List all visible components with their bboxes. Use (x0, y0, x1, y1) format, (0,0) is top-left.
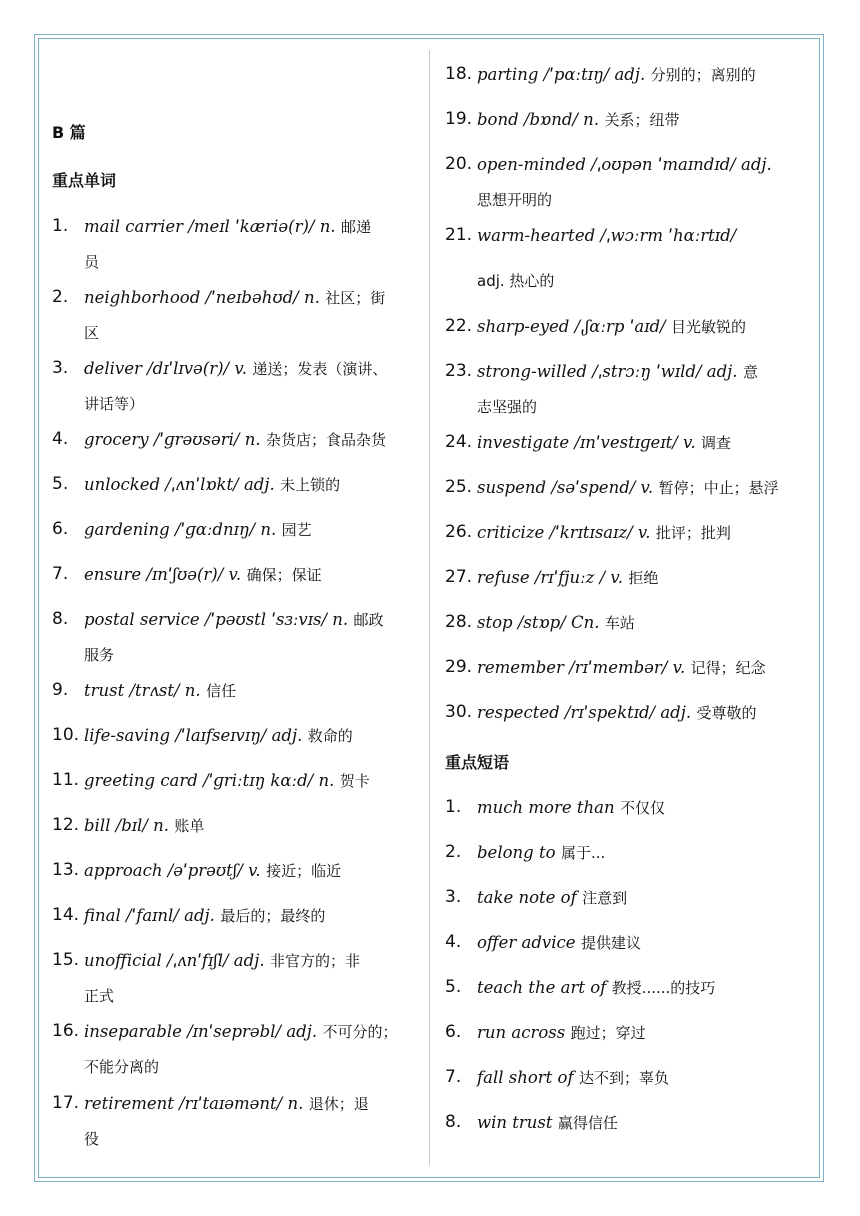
word-english: sharp-eyed /ˌʃɑːrp ˈaɪd/ (477, 317, 666, 336)
entry-number: 30. (445, 702, 473, 722)
word-chinese: 非官方的；非 (269, 952, 360, 970)
word-entry (445, 102, 679, 138)
word-entry (445, 695, 757, 731)
word-chinese: 邮政 (353, 611, 384, 629)
word-continuation: 正式 (84, 987, 115, 1005)
word-entry (52, 557, 322, 593)
word-english: unlocked /ˌʌnˈlɒkt/ adj. (84, 475, 275, 494)
word-entry (445, 218, 736, 299)
word-chinese: 园艺 (281, 521, 312, 539)
word-chinese: 拒绝 (628, 569, 659, 587)
word-entry (445, 147, 772, 218)
word-entry (52, 898, 325, 934)
word-english: inseparable /ɪnˈseprəbl/ adj. (84, 1022, 318, 1041)
phrase-chinese: 提供建议 (580, 934, 641, 952)
section-b-title: B 篇 (52, 123, 86, 142)
word-entry (52, 1014, 398, 1085)
phrase-chinese: 属于... (560, 844, 606, 862)
entry-number: 25. (445, 477, 473, 497)
entry-number: 26. (445, 522, 473, 542)
word-entry (52, 1086, 369, 1157)
phrase-entry (445, 835, 605, 871)
phrase-chinese: 不仅仅 (620, 799, 666, 817)
word-entry (52, 853, 341, 889)
word-entry (52, 512, 312, 548)
word-entry (445, 470, 779, 506)
word-chinese: 暂停；中止；悬浮 (658, 479, 779, 497)
word-chinese: 调查 (701, 434, 732, 452)
entry-number: 17. (52, 1093, 80, 1113)
phrase-chinese: 达不到；辜负 (578, 1069, 669, 1087)
entry-number: 8. (445, 1112, 462, 1132)
word-english: retirement /rɪˈtaɪəmənt/ n. (84, 1094, 304, 1113)
entry-number: 23. (445, 361, 473, 381)
entry-number: 16. (52, 1021, 80, 1041)
word-english: refuse /rɪˈfjuːz / v. (477, 568, 624, 587)
word-english: trust /trʌst/ n. (84, 681, 201, 700)
entry-number: 12. (52, 815, 80, 835)
word-chinese: 递送；发表（演讲、 (252, 360, 388, 378)
word-chinese: 社区；街 (325, 289, 386, 307)
word-entry (52, 351, 387, 422)
word-continuation: 不能分离的 (84, 1058, 160, 1076)
word-entry (52, 673, 236, 709)
word-chinese: 批评；批判 (655, 524, 731, 542)
word-continuation: 讲话等） (84, 395, 145, 413)
word-chinese: 邮递 (341, 218, 372, 236)
word-chinese: 未上锁的 (280, 476, 341, 494)
word-english: stop /stɒp/ Cn. (477, 613, 600, 632)
word-chinese: 目光敏锐的 (671, 318, 747, 336)
entry-number: 2. (52, 287, 69, 307)
entry-number: 6. (52, 519, 69, 539)
word-english: neighborhood /ˈneɪbəhʊd/ n. (84, 288, 320, 307)
word-english: bond /bɒnd/ n. (477, 110, 600, 129)
entry-number: 3. (445, 887, 462, 907)
phrase-english: run across (477, 1023, 566, 1042)
word-entry (52, 763, 370, 799)
word-english: suspend /səˈspend/ v. (477, 478, 654, 497)
word-continuation: 志坚强的 (477, 398, 538, 416)
entry-number: 7. (445, 1067, 462, 1087)
phrase-chinese: 教授......的技巧 (611, 979, 716, 997)
entry-number: 14. (52, 905, 80, 925)
entry-number: 7. (52, 564, 69, 584)
phrase-chinese: 跑过；穿过 (570, 1024, 646, 1042)
entry-number: 5. (445, 977, 462, 997)
word-english: remember /rɪˈmembər/ v. (477, 658, 686, 677)
entry-number: 19. (445, 109, 473, 129)
word-continuation: 服务 (84, 646, 115, 664)
word-chinese: 关系；纽带 (604, 111, 680, 129)
word-chinese: 退休；退 (308, 1095, 369, 1113)
phrase-entry (445, 970, 715, 1006)
word-chinese: 信任 (206, 682, 237, 700)
phrase-english: belong to (477, 843, 556, 862)
entry-number: 28. (445, 612, 473, 632)
word-english: parting /ˈpɑːtɪŋ/ adj. (477, 65, 646, 84)
word-continuation: 役 (84, 1130, 100, 1148)
word-continuation: 思想开明的 (477, 191, 553, 209)
phrase-english: teach the art of (477, 978, 607, 997)
phrase-english: take note of (477, 888, 577, 907)
phrase-entry (445, 1060, 669, 1096)
phrase-english: win trust (477, 1113, 553, 1132)
word-entry (445, 57, 756, 93)
word-english: investigate /ɪnˈvestɪɡeɪt/ v. (477, 433, 696, 452)
entry-number: 13. (52, 860, 80, 880)
word-chinese: 贺卡 (339, 772, 370, 790)
word-english: bill /bɪl/ n. (84, 816, 169, 835)
word-entry (52, 602, 384, 673)
key-phrases-title: 重点短语 (445, 753, 510, 772)
word-english: approach /əˈprəʊtʃ/ v. (84, 861, 261, 880)
phrase-entry (445, 925, 641, 961)
column-divider (429, 50, 430, 1165)
word-entry (445, 650, 766, 686)
word-entry (52, 209, 371, 280)
word-english: greeting card /ˈɡriːtɪŋ kɑːd/ n. (84, 771, 335, 790)
word-english: mail carrier /meɪl ˈkæriə(r)/ n. (84, 217, 336, 236)
entry-number: 20. (445, 154, 473, 174)
entry-number: 11. (52, 770, 80, 790)
entry-number: 2. (445, 842, 462, 862)
word-english: final /ˈfaɪnl/ adj. (84, 906, 215, 925)
word-chinese: 车站 (604, 614, 635, 632)
word-english: strong-willed /ˌstrɔːŋ ˈwɪld/ adj. (477, 362, 738, 381)
phrase-entry (445, 1105, 618, 1141)
word-continuation: 员 (84, 253, 100, 271)
key-words-title: 重点单词 (52, 171, 117, 190)
word-chinese: 确保；保证 (246, 566, 322, 584)
word-entry (52, 943, 360, 1014)
word-english: postal service /ˈpəʊstl ˈsɜːvɪs/ n. (84, 610, 349, 629)
word-english: unofficial /ˌʌnˈfɪʃl/ adj. (84, 951, 265, 970)
entry-number: 8. (52, 609, 69, 629)
phrase-english: fall short of (477, 1068, 574, 1087)
word-chinese: 账单 (174, 817, 205, 835)
phrase-entry (445, 1015, 646, 1051)
word-entry (445, 515, 731, 551)
word-chinese: 记得；纪念 (690, 659, 766, 677)
word-continuation: adj. 热心的 (477, 272, 555, 290)
entry-number: 1. (445, 797, 462, 817)
entry-number: 22. (445, 316, 473, 336)
entry-number: 5. (52, 474, 69, 494)
word-entry (445, 425, 731, 461)
word-entry (52, 422, 386, 458)
word-english: ensure /ɪnˈʃʊə(r)/ v. (84, 565, 242, 584)
word-english: warm-hearted /ˌwɔːrm ˈhɑːrtɪd/ (477, 226, 737, 245)
entry-number: 6. (445, 1022, 462, 1042)
word-chinese: 分别的；离别的 (650, 66, 756, 84)
word-chinese: 最后的；最终的 (220, 907, 326, 925)
entry-number: 18. (445, 64, 473, 84)
word-chinese: 接近；临近 (266, 862, 342, 880)
entry-number: 10. (52, 725, 80, 745)
word-entry (52, 280, 385, 351)
word-english: criticize /ˈkrɪtɪsaɪz/ v. (477, 523, 651, 542)
word-english: gardening /ˈɡɑːdnɪŋ/ n. (84, 520, 277, 539)
word-entry (445, 560, 658, 596)
word-english: grocery /ˈɡrəʊsəri/ n. (84, 430, 261, 449)
word-english: respected /rɪˈspektɪd/ adj. (477, 703, 692, 722)
entry-number: 3. (52, 358, 69, 378)
word-chinese: 不可分的； (322, 1023, 398, 1041)
word-chinese: 杂货店；食品杂货 (265, 431, 386, 449)
word-chinese: 救命的 (307, 727, 353, 745)
phrase-entry (445, 790, 665, 826)
entry-number: 27. (445, 567, 473, 587)
phrase-chinese: 赢得信任 (557, 1114, 618, 1132)
phrase-english: offer advice (477, 933, 576, 952)
entry-number: 9. (52, 680, 69, 700)
word-chinese: 受尊敬的 (696, 704, 757, 722)
word-entry (445, 309, 746, 345)
word-chinese: 意 (742, 363, 758, 381)
phrase-entry (445, 880, 627, 916)
phrase-english: much more than (477, 798, 615, 817)
entry-number: 4. (52, 429, 69, 449)
word-english: life-saving /ˈlaɪfseɪvɪŋ/ adj. (84, 726, 303, 745)
word-continuation: 区 (84, 324, 100, 342)
word-english: open-minded /ˌoʊpən ˈmaɪndɪd/ adj. (477, 155, 772, 174)
phrase-chinese: 注意到 (582, 889, 628, 907)
entry-number: 21. (445, 225, 473, 245)
entry-number: 4. (445, 932, 462, 952)
entry-number: 1. (52, 216, 69, 236)
word-english: deliver /dɪˈlɪvə(r)/ v. (84, 359, 247, 378)
entry-number: 24. (445, 432, 473, 452)
word-entry (445, 354, 758, 425)
word-entry (52, 808, 204, 844)
word-entry (52, 467, 340, 503)
word-entry (52, 718, 353, 754)
entry-number: 29. (445, 657, 473, 677)
entry-number: 15. (52, 950, 80, 970)
word-entry (445, 605, 635, 641)
